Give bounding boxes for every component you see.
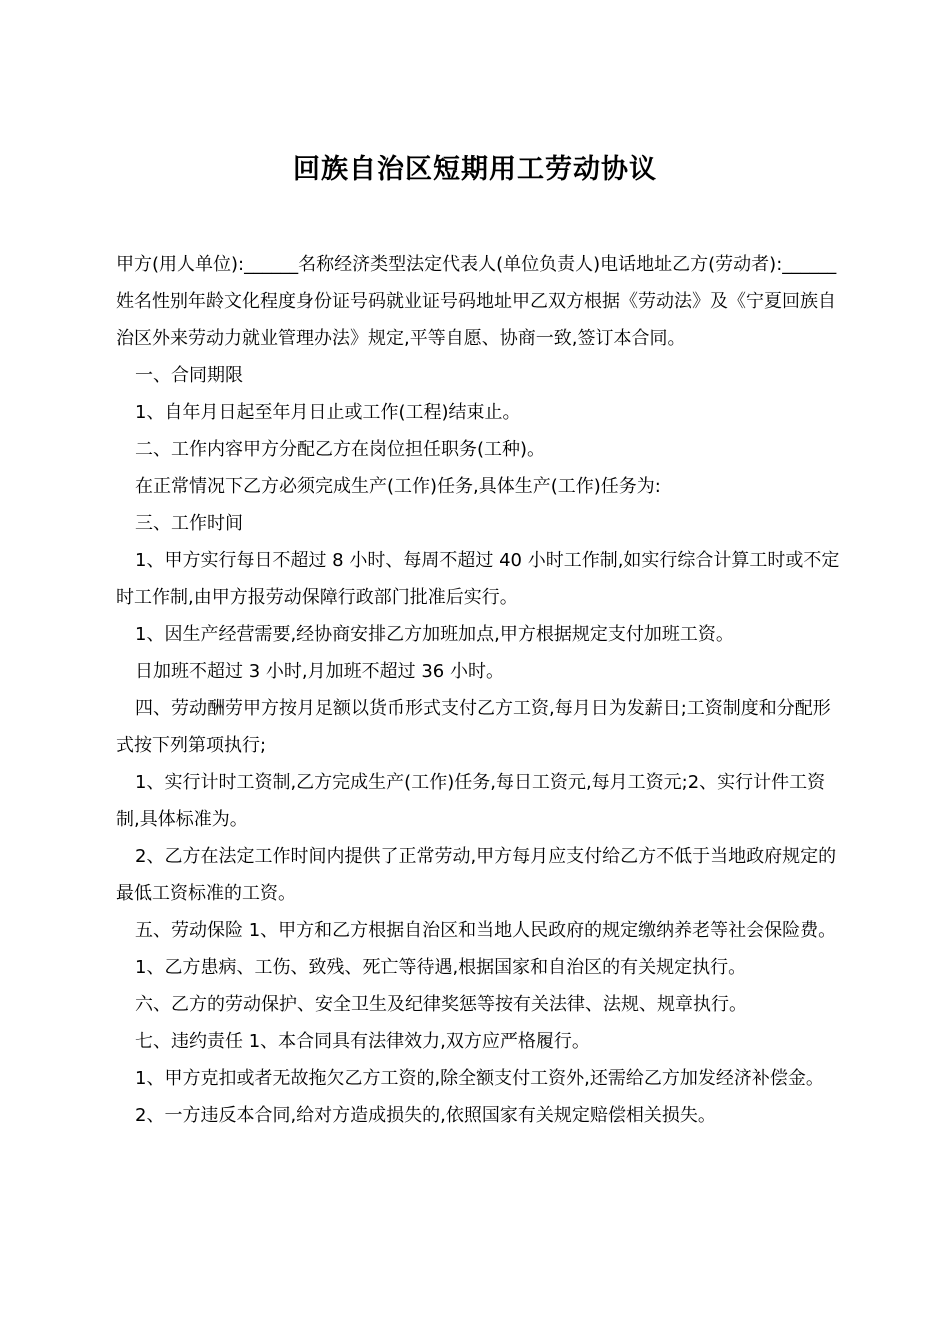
section-heading-work-content: 二、工作内容甲方分配乙方在岗位担任职务(工种)。 [135, 439, 546, 460]
paragraph-benefits: 1、乙方患病、工伤、致残、死亡等待遇,根据国家和自治区的有关规定执行。 [135, 957, 747, 978]
document-title: 回族自治区短期用工劳动协议 [293, 154, 657, 186]
paragraph-pay-system: 1、实行计时工资制,乙方完成生产(工作)任务,每日工资元,每月工资元;2、实行计件工资制,具体标准为。 [116, 772, 826, 830]
paragraph-work-hours: 1、甲方实行每日不超过 8 小时、每周不超过 40 小时工作制,如实行综合计算工时或不定时工作制,由甲方报劳动保障行政部门批准后实行。 [116, 550, 840, 608]
paragraph-overtime: 1、因生产经营需要,经协商安排乙方加班加点,甲方根据规定支付加班工资。 [135, 624, 734, 645]
section-heading-insurance: 五、劳动保险 1、甲方和乙方根据自治区和当地人民政府的规定缴纳养老等社会保险费。 [135, 920, 837, 941]
paragraph-wage-arrears: 1、甲方克扣或者无故拖欠乙方工资的,除全额支付工资外,还需给乙方加发经济补偿金。 [135, 1068, 824, 1089]
section-heading-protection: 六、乙方的劳动保护、安全卫生及纪律奖惩等按有关法律、法规、规章执行。 [135, 994, 747, 1015]
paragraph-work-task: 在正常情况下乙方必须完成生产(工作)任务,具体生产(工作)任务为: [135, 476, 661, 497]
paragraph-parties: 甲方(用人单位):______名称经济类型法定代表人(单位负责人)电话地址乙方(劳动者):______姓名性别年龄文化程度身份证号码就业证号码地址甲乙双方根据《劳动法》及《宁夏回族自治区外来劳动力就业管理办法》规定,平等自愿、协商一致,签订本合同。 [116, 254, 837, 349]
paragraph-minimum-wage: 2、乙方在法定工作时间内提供了正常劳动,甲方每月应支付给乙方不低于当地政府规定的最低工资标准的工资。 [116, 846, 837, 904]
document-body [116, 246, 848, 1134]
paragraph-damages: 2、一方违反本合同,给对方造成损失的,依照国家有关规定赔偿相关损失。 [135, 1105, 716, 1126]
section-heading-term: 一、合同期限 [135, 365, 243, 386]
section-heading-liability: 七、违约责任 1、本合同具有法律效力,双方应严格履行。 [135, 1031, 590, 1052]
section-heading-pay: 四、劳动酬劳甲方按月足额以货币形式支付乙方工资,每月日为发薪日;工资制度和分配形式按下列第项执行; [116, 698, 831, 756]
paragraph-overtime-limit: 日加班不超过 3 小时,月加班不超过 36 小时。 [135, 661, 504, 682]
paragraph-term: 1、自年月日起至年月日止或工作(工程)结束止。 [135, 402, 521, 423]
section-heading-work-time: 三、工作时间 [135, 513, 243, 534]
